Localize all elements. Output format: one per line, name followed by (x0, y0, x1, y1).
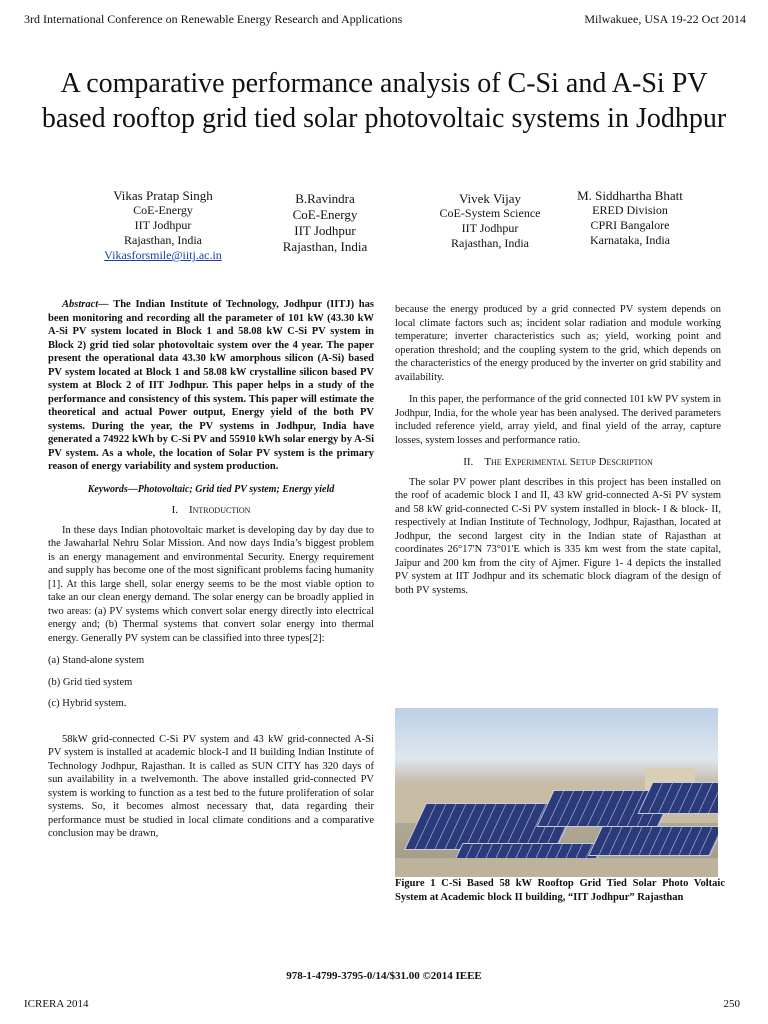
abstract-label: Abstract— (62, 299, 109, 310)
intro-paragraph-2: 58kW grid-connected C-Si PV system and 43 kW grid-connected A-Si PV system is installed at academic block-I and II building Indian Institute of Technology Jodhpur, Rajasthan. It is called as SUN CITY has 320 days of sun availability in a twelvemonth. The above installed grid-connected PV system is working to function as a test bed to the future proliferation of solar systems. So, it becomes almost necessary that, data regarding their performance must be studied in local climate conditions and a comparative conclusion may be drawn, (48, 733, 374, 839)
figure-1-caption: Figure 1 C-Si Based 58 kW Rooftop Grid Tied Solar Photo Voltaic System at Academic block II building, “IIT Jodhpur” Rajasthan (395, 878, 725, 903)
list-item: (b) Grid tied system (48, 676, 133, 688)
author-affiliation: Rajasthan, India (282, 239, 368, 254)
author-affiliation: CoE-Energy (133, 203, 193, 217)
section-title: The Experimental Setup Description (484, 456, 653, 468)
paper-title: A comparative performance analysis of C-Si and A-Si PV based rooftop grid tied solar photovoltaic systems in Jodhpur (41, 68, 727, 134)
right-column (395, 303, 721, 606)
footer-isbn: 978-1-4799-3795-0/14/$31.00 ©2014 IEEE (286, 970, 482, 982)
section-number: II. (463, 456, 474, 468)
author-name: Vikas Pratap Singh (113, 188, 213, 203)
body-paragraph: In this paper, the performance of the grid connected 101 kW PV system in Jodhpur, India, for the whole year has been analysed. The derived parameters included reference yield, array yield, and final yield of the array, capture losses, system losses and performance ratio. (395, 394, 721, 446)
author-block-2 (260, 191, 390, 255)
body-paragraph: because the energy produced by a grid connected PV system depends on local climate factors such as; incident solar radiation and module working temperature; inverter characteristics such as; yield, working point and operation threshold; and the coupling system to the grid, which depends on the characteristics of the energy produced by the inverter on grid stability and availability. (395, 304, 721, 383)
footer-acronym: ICRERA 2014 (24, 998, 89, 1010)
author-affiliation: Karnataka, India (590, 233, 670, 247)
list-item: (a) Stand-alone system (48, 655, 145, 666)
abstract-text: The Indian Institute of Technology, Jodhpur (IITJ) has been monitoring and recording all the parameter of 101 kW (43.30 kW A-Si PV system located in Block 1 and 58.08 kW C-Si PV system in Block 2) grid tied solar photovoltaic system over the 4 year. The paper present the operational data 43.30 kW amorphous silicon (A-Si) based PV system located at Block 1 and 58.08 kW crystalline silicon based PV system at Block 2 of IIT Jodhpur. This paper helps in a study of the performance and consistency of this system. This paper will estimate the theoretical and actual Power output, Energy yield of the both PV systems. During the year, the PV systems in Jodhpur, India have generated a 74922 kWh by C-Si PV and 55910 kWh solar energy by A-Si PV system. As a whole, the location of Solar PV system is the primary reason of energy variability and system production. (48, 299, 374, 472)
running-header-location: Milwakuee, USA 19-22 Oct 2014 (584, 12, 746, 26)
author-name: Vivek Vijay (458, 191, 522, 206)
keywords: Keywords—Photovoltaic; Grid tied PV system; Energy yield (87, 483, 335, 495)
page-number: 250 (723, 998, 740, 1010)
author-affiliation: ERED Division (592, 203, 668, 217)
author-name: M. Siddhartha Bhatt (577, 188, 683, 203)
author-email-link[interactable]: Vikasforsmile@iitj.ac.in (104, 248, 222, 262)
section-heading-introduction (48, 504, 374, 518)
setup-paragraph: The solar PV power plant describes in this project has been installed on the roof of academic block I and II, 43 kW grid-connected A-Si PV system and 58 kW grid-connected C-Si PV system installed in block- I & block- II, respectively at Indian Institute of Technology, Jodhpur, Rajasthan, located at Jodhpur, the second largest city in the Indian state of Rajasthan at coordinates 26°17'N 73°01'E which is 335 km west from the state capital, Jaipur and 200 km from the city of Ajmer. Figure 1- 4 depicts the installed PV system at IIT Jodhpur and its schematic block diagram of the design of both PV systems. (395, 476, 721, 596)
author-block-3 (420, 191, 560, 251)
intro-paragraph-1: In these days Indian photovoltaic market is developing day by day due to the Jawaharlal Nehru Solar Mission. And now days India’s biggest problem is an energy management and environmental Security. Energy requirement and supply has become one of the most significant problems facing humanity [1]. At this large shell, solar energy seems to be the most viable option to take an our clean energy demand. The solar energy can be broadly applied in two areas: (a) PV systems which convert solar energy directly into electrical energy and; (b) Thermal systems that convert solar energy into thermal energy. Generally PV system can be classified into three types[2]: (48, 524, 374, 644)
section-title: Introduction (188, 504, 251, 516)
author-block-4 (560, 188, 700, 248)
solar-panel-array (638, 782, 718, 814)
author-name: B.Ravindra (295, 191, 355, 206)
author-affiliation: CPRI Bangalore (590, 218, 670, 232)
section-number: I. (171, 504, 178, 516)
author-affiliation: CoE-System Science (439, 206, 541, 220)
author-block-1 (88, 188, 238, 263)
list-item: (c) Hybrid system. (48, 698, 127, 709)
left-column (48, 298, 374, 850)
solar-panel-array (588, 826, 718, 856)
author-affiliation: IIT Jodhpur (294, 223, 356, 238)
author-affiliation: Rajasthan, India (124, 233, 202, 247)
author-affiliation: IIT Jodhpur (461, 221, 519, 235)
running-header-conference: 3rd International Conference on Renewable Energy Research and Applications (24, 12, 403, 26)
author-affiliation: Rajasthan, India (451, 236, 529, 250)
abstract (48, 298, 374, 474)
section-heading-experimental-setup (395, 456, 721, 470)
author-affiliation: CoE-Energy (292, 207, 358, 222)
rooftop-floor (395, 858, 718, 877)
author-affiliation: IIT Jodhpur (134, 218, 192, 232)
figure-1-photo (395, 708, 718, 877)
